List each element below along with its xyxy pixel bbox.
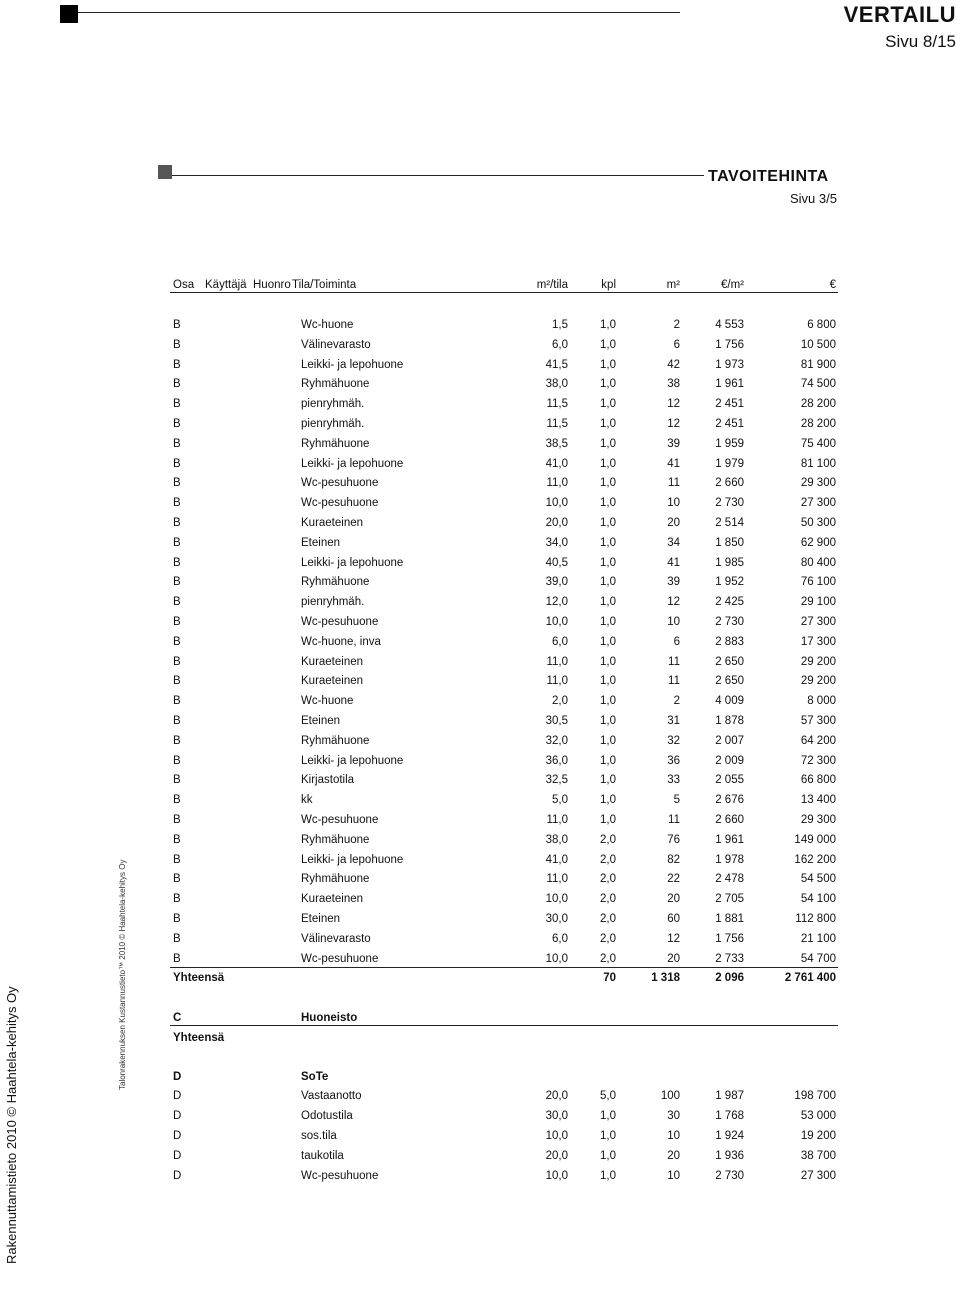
cell-eur: 64 200 [800, 734, 836, 747]
cell-m2: 41 [667, 457, 680, 470]
cell-eur: 6 800 [807, 319, 836, 331]
cell-m2: 20 [667, 893, 680, 906]
cell-m2: 10 [667, 616, 680, 628]
cell-kpl: 1,0 [600, 635, 616, 648]
cell-osa: B [173, 814, 181, 826]
cell-m2: 11 [668, 477, 680, 490]
cell-tila: Wc-huone [301, 695, 354, 708]
cell-m2tila: 40,5 [545, 556, 568, 569]
cell-kpl: 1,0 [600, 1129, 616, 1142]
cell-em2: 1 878 [715, 715, 744, 727]
cell-em2: 1 936 [715, 1149, 744, 1162]
cell-em2: 2 425 [715, 596, 744, 609]
cell-m2tila: 41,0 [545, 457, 568, 470]
col-header-tila: Tila/Toiminta [292, 279, 357, 291]
cell-m2tila: 36,0 [545, 754, 568, 767]
cell-m2tila: 6,0 [552, 338, 568, 351]
cell-em2: 1 978 [715, 853, 744, 866]
cell-m2: 34 [667, 536, 680, 549]
cell-tila: sos.tila [301, 1129, 337, 1142]
cell-em2: 2 650 [715, 655, 744, 668]
cell-kpl: 2,0 [600, 833, 616, 846]
cell-osa: B [173, 655, 181, 668]
cell-m2tila: 41,5 [545, 358, 568, 371]
cell-eur: 29 200 [800, 675, 836, 688]
cell-tila: Ryhmähuone [301, 576, 370, 589]
cell-em2: 1 961 [715, 378, 744, 391]
cell-osa: B [173, 754, 181, 767]
cell-kpl: 1,0 [600, 477, 616, 490]
cell-m2tila: 10,0 [545, 893, 568, 906]
cell-osa: B [173, 774, 181, 787]
cell-kpl: 1,0 [600, 457, 616, 470]
section-d-title: SoTe [301, 1071, 329, 1083]
side-copyright: Rakennuttamistieto 2010 © Haahtela-kehitys Oy [4, 986, 19, 1264]
cell-kpl: 1,0 [600, 596, 616, 609]
cell-em2: 2 730 [715, 497, 744, 510]
cell-tila: Kuraeteinen [301, 655, 364, 668]
cell-kpl: 1,0 [600, 774, 616, 787]
cell-eur: 75 400 [800, 437, 836, 450]
cell-m2tila: 32,0 [545, 734, 568, 747]
cell-osa: B [173, 457, 181, 470]
cell-m2tila: 10,0 [545, 1169, 568, 1182]
cell-tila: Wc-pesuhuone [301, 952, 379, 965]
cell-osa: B [173, 596, 181, 609]
cell-em2: 1 959 [715, 437, 744, 450]
cell-eur: 27 300 [800, 616, 836, 628]
total-rule-c [170, 1025, 838, 1026]
document-title: VERTAILU [843, 2, 956, 27]
cell-kpl: 1,0 [600, 536, 616, 549]
cell-eur: 50 300 [800, 517, 836, 529]
cell-osa: B [173, 319, 181, 331]
cell-tila: Kuraeteinen [301, 517, 364, 529]
cell-em2: 2 478 [715, 873, 744, 886]
cell-osa: D [173, 1109, 182, 1122]
col-header-huonro: Huonro [253, 279, 291, 291]
cell-eur: 162 200 [794, 853, 836, 866]
cell-kpl: 1,0 [600, 556, 616, 569]
cell-eur: 8 000 [807, 695, 836, 708]
header-rule [78, 12, 680, 13]
cell-kpl: 1,0 [600, 734, 616, 747]
cell-kpl: 2,0 [600, 853, 616, 866]
cell-m2tila: 5,0 [552, 794, 568, 807]
cell-m2tila: 6,0 [552, 932, 568, 945]
cell-em2: 2 705 [715, 893, 744, 906]
cell-em2: 2 730 [715, 1169, 744, 1182]
cell-kpl: 1,0 [600, 437, 616, 450]
cell-eur: 29 300 [800, 477, 836, 490]
cell-em2: 2 055 [715, 774, 744, 787]
cell-kpl: 2,0 [600, 913, 616, 925]
cell-kpl: 1,0 [600, 754, 616, 767]
cell-em2: 1 973 [715, 358, 744, 371]
cell-em2: 2 660 [715, 477, 744, 490]
cell-eur: 28 200 [800, 398, 836, 411]
cell-m2: 41 [667, 556, 680, 569]
cell-tila: pienryhmäh. [301, 398, 365, 411]
cell-m2tila: 11,0 [546, 675, 568, 688]
total-eur: 2 761 400 [784, 972, 836, 984]
cell-em2: 1 756 [715, 932, 744, 945]
cell-eur: 54 100 [800, 893, 836, 906]
cell-eur: 13 400 [800, 794, 836, 807]
col-header-eur: € [829, 279, 836, 291]
cell-tila: Leikki- ja lepohuone [301, 853, 404, 866]
cell-m2: 20 [667, 517, 680, 529]
cell-m2: 20 [667, 1149, 680, 1162]
cell-m2: 60 [667, 913, 680, 925]
col-header-em2: €/m² [721, 279, 744, 291]
cell-m2tila: 11,0 [546, 873, 568, 886]
cell-m2: 20 [667, 952, 680, 965]
cell-em2: 4 553 [715, 319, 744, 331]
cell-osa: B [173, 437, 181, 450]
cell-tila: Wc-huone, inva [301, 635, 381, 648]
cell-eur: 27 300 [800, 497, 836, 510]
cell-eur: 76 100 [800, 576, 836, 589]
cell-tila: Wc-pesuhuone [301, 1169, 379, 1182]
total-label: Yhteensä [173, 972, 225, 984]
cell-em2: 2 650 [715, 675, 744, 688]
cell-osa: B [173, 398, 181, 411]
cell-m2: 39 [667, 437, 680, 450]
cell-em2: 1 756 [715, 338, 744, 351]
cell-osa: B [173, 517, 181, 529]
cell-osa: D [173, 1149, 182, 1162]
header-square [60, 5, 78, 23]
col-header-m2: m² [666, 279, 680, 291]
total-kpl: 70 [603, 972, 616, 984]
cell-em2: 1 768 [715, 1109, 744, 1122]
cell-kpl: 1,0 [600, 1109, 616, 1122]
inner-page-number: Sivu 3/5 [790, 191, 837, 206]
col-header-m2tila: m²/tila [536, 279, 568, 291]
cell-tila: Wc-pesuhuone [301, 616, 379, 628]
cell-em2: 2 009 [715, 754, 744, 767]
cell-eur: 54 500 [800, 873, 836, 886]
cell-m2tila: 1,5 [552, 319, 568, 331]
cell-tila: Välinevarasto [301, 932, 371, 945]
cell-osa: B [173, 734, 181, 747]
cell-m2tila: 34,0 [545, 536, 568, 549]
cell-kpl: 1,0 [600, 497, 616, 510]
cell-osa: B [173, 418, 181, 430]
cell-m2tila: 39,0 [545, 576, 568, 589]
cell-m2: 12 [667, 596, 680, 609]
cell-eur: 27 300 [800, 1169, 836, 1182]
cell-osa: B [173, 556, 181, 569]
cell-em2: 2 733 [715, 952, 744, 965]
cell-osa: B [173, 358, 181, 371]
cell-tila: Leikki- ja lepohuone [301, 358, 404, 371]
table-header-rule [170, 292, 838, 293]
cell-em2: 2 730 [715, 616, 744, 628]
cell-m2: 6 [673, 635, 680, 648]
cell-osa: B [173, 695, 181, 708]
cell-em2: 1 952 [715, 576, 744, 589]
cell-m2: 5 [673, 794, 680, 807]
total-rule-b [170, 967, 838, 968]
cell-kpl: 2,0 [600, 873, 616, 886]
cell-em2: 1 985 [715, 556, 744, 569]
cell-eur: 112 800 [795, 913, 836, 925]
cell-tila: taukotila [301, 1149, 344, 1162]
cell-kpl: 1,0 [600, 378, 616, 391]
cell-osa: B [173, 833, 181, 846]
cell-kpl: 1,0 [600, 319, 616, 331]
cell-kpl: 2,0 [600, 932, 616, 945]
cell-m2: 10 [667, 1129, 680, 1142]
cell-osa: B [173, 715, 181, 727]
cell-m2: 31 [667, 715, 680, 727]
cell-osa: D [173, 1169, 182, 1182]
cell-eur: 198 700 [794, 1090, 836, 1102]
cell-osa: B [173, 576, 181, 589]
cell-m2: 11 [668, 655, 680, 668]
cell-tila: Vastaanotto [301, 1090, 362, 1102]
cell-tila: Eteinen [301, 536, 341, 549]
cell-kpl: 5,0 [600, 1090, 616, 1102]
cell-tila: pienryhmäh. [301, 418, 365, 430]
cell-tila: Leikki- ja lepohuone [301, 556, 404, 569]
inner-header-square [158, 165, 172, 179]
cell-osa: B [173, 338, 181, 351]
cell-em2: 2 451 [715, 418, 744, 430]
cell-m2: 33 [667, 774, 680, 787]
cell-em2: 4 009 [715, 695, 744, 708]
cell-em2: 1 850 [715, 536, 744, 549]
cell-m2tila: 20,0 [545, 1090, 568, 1102]
cell-osa: B [173, 853, 181, 866]
cell-m2tila: 30,5 [545, 715, 568, 727]
cell-m2: 22 [667, 873, 680, 886]
cell-tila: Wc-pesuhuone [301, 477, 379, 490]
cell-tila: Välinevarasto [301, 338, 371, 351]
cell-eur: 57 300 [800, 715, 836, 727]
cell-eur: 29 300 [800, 814, 836, 826]
cell-eur: 53 000 [800, 1109, 836, 1122]
cell-m2tila: 30,0 [545, 913, 568, 925]
cell-osa: B [173, 497, 181, 510]
cell-em2: 2 451 [715, 398, 744, 411]
cell-m2tila: 10,0 [545, 616, 568, 628]
cell-tila: Ryhmähuone [301, 833, 370, 846]
cell-em2: 2 883 [715, 635, 744, 648]
cell-m2: 2 [673, 695, 680, 708]
cell-eur: 81 100 [800, 457, 836, 470]
cell-eur: 80 400 [800, 556, 836, 569]
cell-m2tila: 10,0 [545, 497, 568, 510]
cell-eur: 66 800 [800, 774, 836, 787]
cell-em2: 2 007 [715, 734, 744, 747]
cell-m2: 30 [667, 1109, 680, 1122]
cell-kpl: 1,0 [600, 715, 616, 727]
cell-kpl: 1,0 [600, 398, 616, 411]
cell-tila: Ryhmähuone [301, 873, 370, 886]
cell-osa: B [173, 873, 181, 886]
cell-m2tila: 32,5 [545, 774, 568, 787]
cell-em2: 1 987 [715, 1090, 744, 1102]
cell-eur: 28 200 [800, 418, 836, 430]
cell-eur: 19 200 [800, 1129, 836, 1142]
cell-tila: Wc-pesuhuone [301, 497, 379, 510]
cell-tila: Kuraeteinen [301, 893, 364, 906]
cell-tila: Ryhmähuone [301, 378, 370, 391]
cell-eur: 72 300 [800, 754, 836, 767]
cell-m2tila: 38,0 [545, 378, 568, 391]
cell-m2tila: 20,0 [545, 517, 568, 529]
cell-kpl: 1,0 [600, 814, 616, 826]
cell-tila: Wc-pesuhuone [301, 814, 379, 826]
cell-eur: 62 900 [800, 536, 836, 549]
cell-osa: B [173, 536, 181, 549]
cell-eur: 17 300 [800, 635, 836, 648]
cell-kpl: 1,0 [600, 695, 616, 708]
cell-em2: 2 514 [715, 517, 744, 529]
cell-osa: B [173, 616, 181, 628]
cell-em2: 1 924 [715, 1129, 744, 1142]
cell-em2: 1 881 [715, 913, 744, 925]
cell-osa: B [173, 932, 181, 945]
cell-eur: 81 900 [800, 358, 836, 371]
cell-m2: 10 [667, 497, 680, 510]
cell-em2: 2 660 [715, 814, 744, 826]
cell-m2: 11 [668, 675, 680, 688]
cell-tila: kk [301, 794, 313, 807]
cell-m2: 11 [668, 814, 680, 826]
cell-tila: Leikki- ja lepohuone [301, 457, 404, 470]
cell-m2: 10 [667, 1169, 680, 1182]
col-header-osa: Osa [173, 279, 195, 291]
cell-osa: D [173, 1090, 182, 1102]
cell-m2tila: 10,0 [545, 1129, 568, 1142]
cell-osa: B [173, 378, 181, 391]
inner-side-copyright: Talonrakennuksen Kustannustieto™ 2010 © Haahtela-kehitys Oy [118, 859, 127, 1090]
cell-m2tila: 11,5 [546, 418, 568, 430]
cell-osa: D [173, 1129, 182, 1142]
cell-m2tila: 2,0 [552, 695, 568, 708]
cell-m2tila: 41,0 [545, 853, 568, 866]
cell-m2: 100 [660, 1090, 680, 1102]
cell-eur: 29 100 [800, 596, 836, 609]
cell-m2: 2 [673, 319, 680, 331]
cell-m2: 76 [667, 833, 680, 846]
inner-title: TAVOITEHINTA [708, 168, 829, 185]
cell-m2: 36 [667, 754, 680, 767]
cell-tila: Eteinen [301, 715, 341, 727]
cell-kpl: 1,0 [600, 418, 616, 430]
total-em2: 2 096 [715, 972, 744, 984]
cell-osa: B [173, 913, 181, 925]
cell-kpl: 1,0 [600, 576, 616, 589]
cell-tila: Ryhmähuone [301, 734, 370, 747]
col-header-kpl: kpl [601, 279, 616, 291]
cell-m2tila: 12,0 [545, 596, 568, 609]
page-number: Sivu 8/15 [885, 32, 956, 51]
cell-m2: 42 [667, 358, 680, 371]
cell-m2tila: 20,0 [545, 1149, 568, 1162]
cell-osa: B [173, 794, 181, 807]
cell-tila: Wc-huone [301, 319, 354, 331]
cell-eur: 74 500 [800, 378, 836, 391]
cell-m2: 39 [667, 576, 680, 589]
cell-eur: 21 100 [800, 932, 836, 945]
cell-tila: Ryhmähuone [301, 437, 370, 450]
cell-kpl: 1,0 [600, 655, 616, 668]
cell-eur: 54 700 [800, 952, 836, 965]
cell-tila: Leikki- ja lepohuone [301, 754, 404, 767]
col-header-kayttaja: Käyttäjä [205, 279, 247, 291]
cell-m2tila: 30,0 [545, 1109, 568, 1122]
cell-m2tila: 11,0 [546, 655, 568, 668]
cell-m2: 12 [667, 418, 680, 430]
cell-kpl: 1,0 [600, 1169, 616, 1182]
cell-m2: 12 [667, 932, 680, 945]
cell-kpl: 1,0 [600, 616, 616, 628]
cell-kpl: 1,0 [600, 338, 616, 351]
cell-osa: B [173, 675, 181, 688]
cell-m2tila: 11,0 [546, 814, 568, 826]
cell-m2tila: 11,5 [546, 398, 568, 411]
cell-kpl: 1,0 [600, 358, 616, 371]
cell-osa: B [173, 477, 181, 490]
cell-m2tila: 10,0 [545, 952, 568, 965]
cell-eur: 38 700 [800, 1149, 836, 1162]
cell-m2tila: 38,0 [545, 833, 568, 846]
cell-osa: B [173, 635, 181, 648]
cell-kpl: 1,0 [600, 794, 616, 807]
cell-m2: 82 [667, 853, 680, 866]
cell-m2: 12 [667, 398, 680, 411]
cell-kpl: 2,0 [600, 952, 616, 965]
cell-em2: 2 676 [715, 794, 744, 807]
cell-eur: 29 200 [800, 655, 836, 668]
cell-m2: 38 [667, 378, 680, 391]
cell-osa: B [173, 893, 181, 906]
section-d-osa: D [173, 1071, 182, 1083]
section-c-osa: C [173, 1012, 182, 1024]
cell-tila: Kuraeteinen [301, 675, 364, 688]
cell-osa: B [173, 952, 181, 965]
cell-tila: Kirjastotila [301, 774, 355, 787]
total-m2: 1 318 [651, 972, 680, 984]
total-label-c: Yhteensä [173, 1032, 225, 1044]
cell-kpl: 1,0 [600, 675, 616, 688]
section-c-title: Huoneisto [301, 1012, 358, 1024]
cell-eur: 10 500 [800, 338, 836, 351]
inner-header-rule [172, 175, 704, 176]
cell-m2tila: 38,5 [545, 437, 568, 450]
cell-kpl: 1,0 [600, 517, 616, 529]
cell-tila: pienryhmäh. [301, 596, 365, 609]
cell-kpl: 1,0 [600, 1149, 616, 1162]
cell-em2: 1 979 [715, 457, 744, 470]
cell-tila: Eteinen [301, 913, 341, 925]
cell-em2: 1 961 [715, 833, 744, 846]
cell-m2: 32 [667, 734, 680, 747]
cell-eur: 149 000 [794, 833, 836, 846]
cell-kpl: 2,0 [600, 893, 616, 906]
cell-m2tila: 6,0 [552, 635, 568, 648]
cell-m2: 6 [673, 338, 680, 351]
cell-tila: Odotustila [301, 1109, 353, 1122]
cell-m2tila: 11,0 [546, 477, 568, 490]
